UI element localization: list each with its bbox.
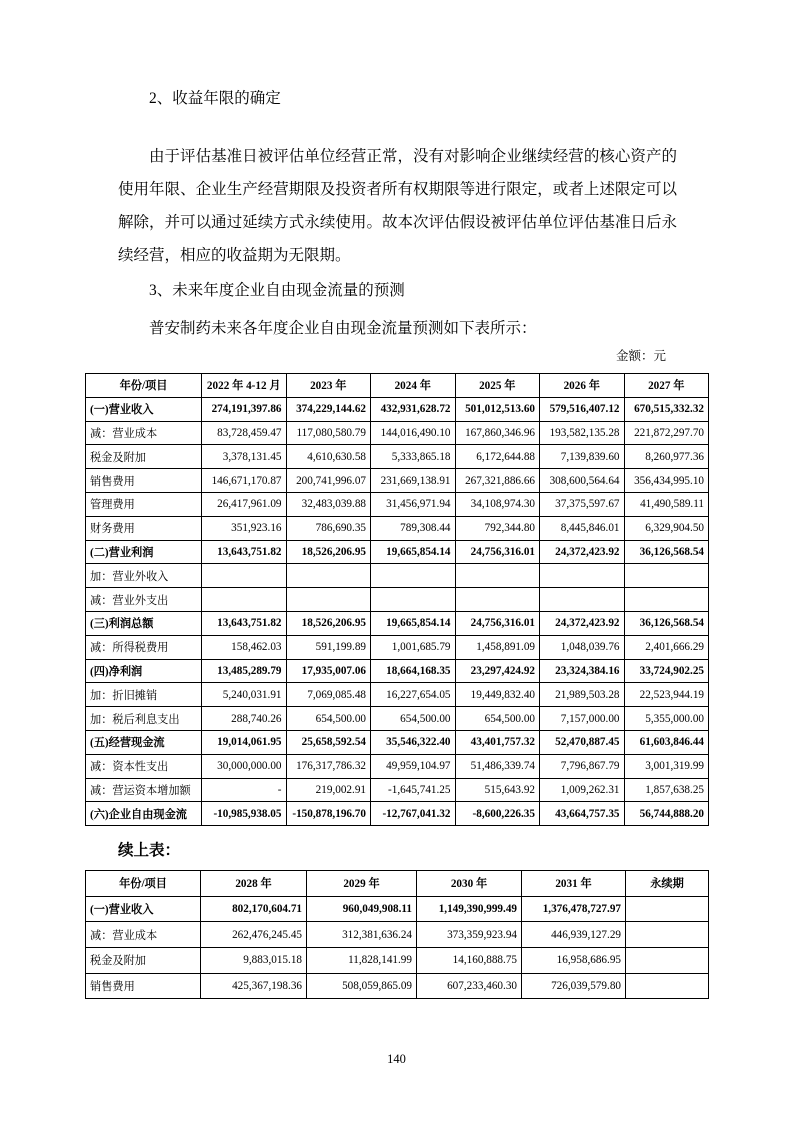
value-cell: 31,456,971.94 — [371, 492, 456, 516]
row-label: 减：资本性支出 — [86, 754, 202, 778]
value-cell: 18,526,206.95 — [286, 540, 371, 564]
row-label: 财务费用 — [86, 516, 202, 540]
value-cell: 446,939,127.29 — [522, 922, 626, 948]
value-cell: 117,080,580.79 — [286, 421, 371, 445]
row-label: 加：折旧摊销 — [86, 683, 202, 707]
value-cell — [455, 588, 540, 612]
value-cell: 158,462.03 — [202, 635, 287, 659]
value-cell: 312,381,636.24 — [307, 922, 417, 948]
value-cell: 18,526,206.95 — [286, 611, 371, 635]
value-cell — [626, 947, 709, 973]
column-header: 2030 年 — [417, 871, 522, 897]
table-row — [86, 564, 709, 588]
value-cell: 960,049,908.11 — [307, 896, 417, 922]
row-label: 销售费用 — [86, 469, 202, 493]
value-cell: 13,485,289.79 — [202, 659, 287, 683]
value-cell: 83,728,459.47 — [202, 421, 287, 445]
value-cell: 37,375,597.67 — [540, 492, 625, 516]
row-label: 税金及附加 — [86, 947, 201, 973]
value-cell: 501,012,513.60 — [455, 397, 540, 421]
cash-flow-forecast-table — [85, 373, 709, 826]
table-body — [86, 397, 709, 825]
value-cell: 144,016,490.10 — [371, 421, 456, 445]
value-cell: 6,172,644.88 — [455, 445, 540, 469]
value-cell: 43,664,757.35 — [540, 802, 625, 826]
value-cell: 1,149,390,999.49 — [417, 896, 522, 922]
value-cell: 17,935,007.06 — [286, 659, 371, 683]
column-header: 2027 年 — [624, 374, 709, 398]
value-cell: 654,500.00 — [371, 707, 456, 731]
value-cell: 802,170,604.71 — [201, 896, 307, 922]
row-label: (一)营业收入 — [86, 397, 202, 421]
value-cell: 24,372,423.92 — [540, 540, 625, 564]
paragraph-forecast-intro: 普安制药未来各年度企业自由现金流量预测如下表所示： — [149, 320, 537, 337]
value-cell: -1,645,741.25 — [371, 778, 456, 802]
value-cell: 231,669,138.91 — [371, 469, 456, 493]
value-cell: 7,069,085.48 — [286, 683, 371, 707]
value-cell — [286, 564, 371, 588]
table-row — [86, 540, 709, 564]
page-number: 140 — [387, 1052, 406, 1066]
value-cell: 8,445,846.01 — [540, 516, 625, 540]
column-header: 2029 年 — [307, 871, 417, 897]
row-label: 减：所得税费用 — [86, 635, 202, 659]
value-cell: 36,126,568.54 — [624, 611, 709, 635]
value-cell: -10,985,938.05 — [202, 802, 287, 826]
value-cell: 41,490,589.11 — [624, 492, 709, 516]
value-cell: 792,344.80 — [455, 516, 540, 540]
value-cell: 1,857,638.25 — [624, 778, 709, 802]
value-cell — [626, 896, 709, 922]
value-cell: 5,355,000.00 — [624, 707, 709, 731]
value-cell: 288,740.26 — [202, 707, 287, 731]
value-cell: 49,959,104.97 — [371, 754, 456, 778]
value-cell: 23,297,424.92 — [455, 659, 540, 683]
value-cell: 654,500.00 — [286, 707, 371, 731]
value-cell: 16,227,654.05 — [371, 683, 456, 707]
column-header: 2022 年 4-12 月 — [202, 374, 287, 398]
value-cell: 515,643.92 — [455, 778, 540, 802]
value-cell: -8,600,226.35 — [455, 802, 540, 826]
section-heading-2: 2、收益年限的确定 — [149, 90, 281, 107]
column-header: 永续期 — [626, 871, 709, 897]
value-cell — [371, 588, 456, 612]
value-cell — [624, 588, 709, 612]
row-label: (五)经营现金流 — [86, 730, 202, 754]
row-label: 减：营运资本增加额 — [86, 778, 202, 802]
value-cell: 6,329,904.50 — [624, 516, 709, 540]
value-cell — [540, 564, 625, 588]
value-cell: 7,157,000.00 — [540, 707, 625, 731]
value-cell: 7,796,867.79 — [540, 754, 625, 778]
value-cell: 33,724,902.25 — [624, 659, 709, 683]
table-row — [86, 896, 709, 922]
value-cell: 26,417,961.09 — [202, 492, 287, 516]
value-cell: 267,321,886.66 — [455, 469, 540, 493]
column-header: 2023 年 — [286, 374, 371, 398]
value-cell: 19,014,061.95 — [202, 730, 287, 754]
value-cell: 176,317,786.32 — [286, 754, 371, 778]
table-row — [86, 947, 709, 973]
value-cell: 3,001,319.99 — [624, 754, 709, 778]
value-cell: 356,434,995.10 — [624, 469, 709, 493]
table-row — [86, 492, 709, 516]
value-cell: 51,486,339.74 — [455, 754, 540, 778]
value-cell: -150,878,196.70 — [286, 802, 371, 826]
row-label: (一)营业收入 — [86, 896, 201, 922]
table-row — [86, 707, 709, 731]
value-cell: 200,741,996.07 — [286, 469, 371, 493]
value-cell: 425,367,198.36 — [201, 973, 307, 999]
value-cell: 1,458,891.09 — [455, 635, 540, 659]
value-cell: -12,767,041.32 — [371, 802, 456, 826]
column-header: 年份/项目 — [86, 871, 201, 897]
value-cell: 24,756,316.01 — [455, 540, 540, 564]
table-row — [86, 778, 709, 802]
value-cell — [202, 588, 287, 612]
value-cell: 52,470,887.45 — [540, 730, 625, 754]
paragraph-income-period: 由于评估基准日被评估单位经营正常，没有对影响企业继续经营的核心资产的使用年限、企业生产经营期限及投资者所有权期限等进行限定，或者上述限定可以解除，并可以通过延续方式永续使用。故本次评估假设被评估单位评估基准日后永续经营，相应的收益期为无限期。 — [118, 148, 677, 264]
table-row — [86, 469, 709, 493]
cash-flow-forecast-table-continued — [85, 870, 709, 999]
value-cell: 3,378,131.45 — [202, 445, 287, 469]
value-cell: 274,191,397.86 — [202, 397, 287, 421]
value-cell: 9,883,015.18 — [201, 947, 307, 973]
table-row — [86, 922, 709, 948]
value-cell: 789,308.44 — [371, 516, 456, 540]
table-row — [86, 802, 709, 826]
value-cell: 167,860,346.96 — [455, 421, 540, 445]
column-header: 2025 年 — [455, 374, 540, 398]
table-row — [86, 397, 709, 421]
row-label: 销售费用 — [86, 973, 201, 999]
value-cell — [540, 588, 625, 612]
row-label: (四)净利润 — [86, 659, 202, 683]
value-cell: 18,664,168.35 — [371, 659, 456, 683]
value-cell: 262,476,245.45 — [201, 922, 307, 948]
column-header: 2028 年 — [201, 871, 307, 897]
column-header: 2026 年 — [540, 374, 625, 398]
value-cell: 19,665,854.14 — [371, 540, 456, 564]
value-cell: 579,516,407.12 — [540, 397, 625, 421]
table-row — [86, 516, 709, 540]
value-cell: 1,009,262.31 — [540, 778, 625, 802]
row-label: 加：税后利息支出 — [86, 707, 202, 731]
value-cell: 7,139,839.60 — [540, 445, 625, 469]
value-cell: 21,989,503.28 — [540, 683, 625, 707]
value-cell: 5,240,031.91 — [202, 683, 287, 707]
value-cell: 219,002.91 — [286, 778, 371, 802]
value-cell: 35,546,322.40 — [371, 730, 456, 754]
value-cell: 508,059,865.09 — [307, 973, 417, 999]
value-cell: 351,923.16 — [202, 516, 287, 540]
table-row — [86, 659, 709, 683]
table-row — [86, 445, 709, 469]
value-cell: 726,039,579.80 — [522, 973, 626, 999]
value-cell: 24,756,316.01 — [455, 611, 540, 635]
value-cell: 30,000,000.00 — [202, 754, 287, 778]
value-cell: 43,401,757.32 — [455, 730, 540, 754]
continued-table-label: 续上表： — [118, 842, 181, 860]
value-cell: 5,333,865.18 — [371, 445, 456, 469]
value-cell: 221,872,297.70 — [624, 421, 709, 445]
table-row — [86, 973, 709, 999]
column-header: 年份/项目 — [86, 374, 202, 398]
row-label: 税金及附加 — [86, 445, 202, 469]
value-cell: 24,372,423.92 — [540, 611, 625, 635]
value-cell: 13,643,751.82 — [202, 540, 287, 564]
value-cell: 4,610,630.58 — [286, 445, 371, 469]
value-cell: 146,671,170.87 — [202, 469, 287, 493]
row-label: 管理费用 — [86, 492, 202, 516]
table-row — [86, 611, 709, 635]
unit-label: 金额：元 — [615, 349, 666, 363]
value-cell: 308,600,564.64 — [540, 469, 625, 493]
table-row — [86, 730, 709, 754]
row-label: (二)营业利润 — [86, 540, 202, 564]
value-cell: - — [202, 778, 287, 802]
value-cell: 22,523,944.19 — [624, 683, 709, 707]
table-row — [86, 421, 709, 445]
value-cell: 432,931,628.72 — [371, 397, 456, 421]
value-cell: 654,500.00 — [455, 707, 540, 731]
value-cell: 61,603,846.44 — [624, 730, 709, 754]
value-cell: 607,233,460.30 — [417, 973, 522, 999]
table-row — [86, 754, 709, 778]
value-cell: 373,359,923.94 — [417, 922, 522, 948]
value-cell: 1,048,039.76 — [540, 635, 625, 659]
value-cell: 2,401,666.29 — [624, 635, 709, 659]
table-header-row — [86, 871, 709, 897]
value-cell: 19,665,854.14 — [371, 611, 456, 635]
table-header-row — [86, 374, 709, 398]
value-cell: 14,160,888.75 — [417, 947, 522, 973]
value-cell: 36,126,568.54 — [624, 540, 709, 564]
value-cell: 193,582,135.28 — [540, 421, 625, 445]
value-cell — [371, 564, 456, 588]
value-cell — [624, 564, 709, 588]
value-cell: 56,744,888.20 — [624, 802, 709, 826]
value-cell: 11,828,141.99 — [307, 947, 417, 973]
value-cell: 1,001,685.79 — [371, 635, 456, 659]
row-label: 减：营业成本 — [86, 922, 201, 948]
row-label: (三)利润总额 — [86, 611, 202, 635]
value-cell: 670,515,332.32 — [624, 397, 709, 421]
value-cell: 591,199.89 — [286, 635, 371, 659]
value-cell: 786,690.35 — [286, 516, 371, 540]
table-row — [86, 635, 709, 659]
row-label: 减：营业成本 — [86, 421, 202, 445]
value-cell: 34,108,974.30 — [455, 492, 540, 516]
row-label: 加：营业外收入 — [86, 564, 202, 588]
value-cell — [286, 588, 371, 612]
value-cell: 16,958,686.95 — [522, 947, 626, 973]
table-row — [86, 683, 709, 707]
table-body — [86, 896, 709, 998]
value-cell: 374,229,144.62 — [286, 397, 371, 421]
table-row — [86, 588, 709, 612]
value-cell: 32,483,039.88 — [286, 492, 371, 516]
value-cell — [202, 564, 287, 588]
value-cell: 23,324,384.16 — [540, 659, 625, 683]
row-label: 减：营业外支出 — [86, 588, 202, 612]
column-header: 2031 年 — [522, 871, 626, 897]
value-cell — [626, 973, 709, 999]
value-cell: 8,260,977.36 — [624, 445, 709, 469]
value-cell — [626, 922, 709, 948]
value-cell: 13,643,751.82 — [202, 611, 287, 635]
column-header: 2024 年 — [371, 374, 456, 398]
value-cell: 19,449,832.40 — [455, 683, 540, 707]
row-label: (六)企业自由现金流 — [86, 802, 202, 826]
section-heading-3: 3、未来年度企业自由现金流量的预测 — [149, 282, 405, 299]
value-cell — [455, 564, 540, 588]
value-cell: 1,376,478,727.97 — [522, 896, 626, 922]
value-cell: 25,658,592.54 — [286, 730, 371, 754]
